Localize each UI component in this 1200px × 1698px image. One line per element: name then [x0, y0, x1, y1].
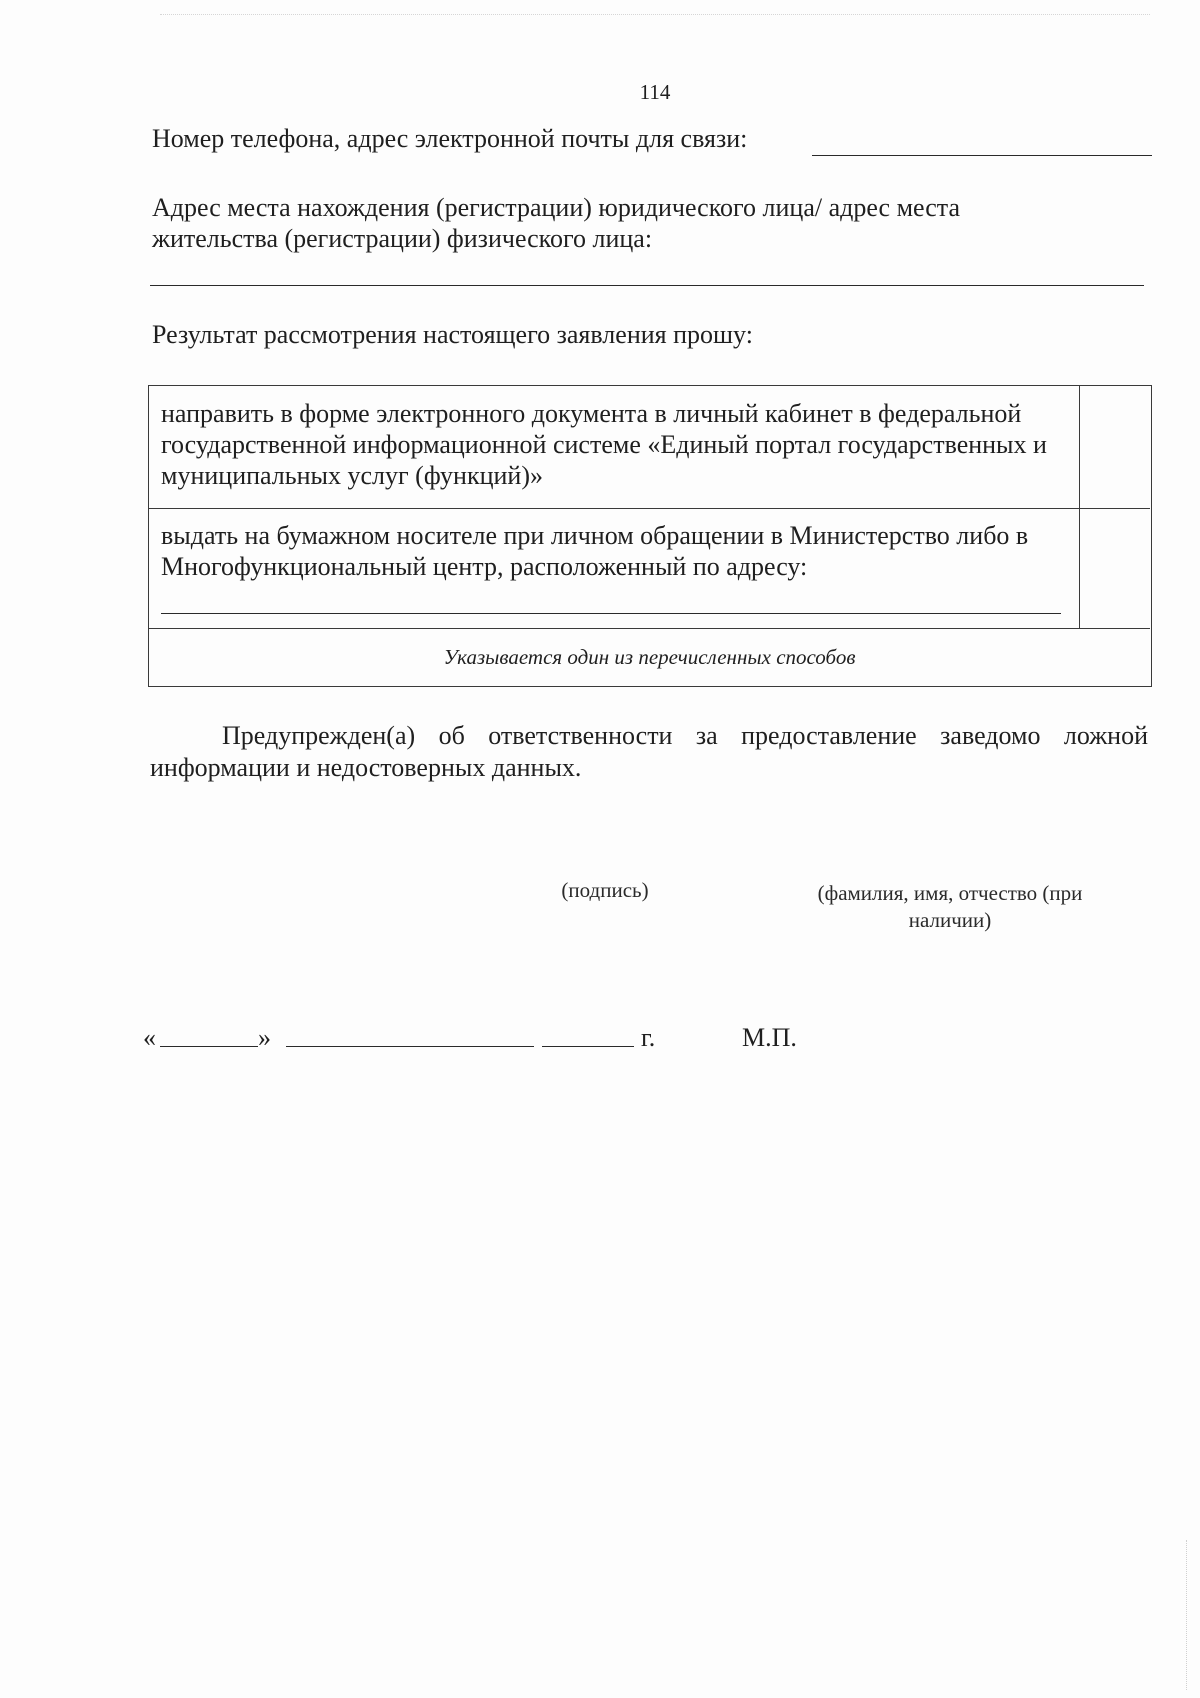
contact-label: Номер телефона, адрес электронной почты для связи: — [152, 124, 748, 153]
scan-artifact-top — [160, 14, 1150, 15]
address-field-line[interactable] — [150, 285, 1144, 286]
option-electronic-checkbox[interactable] — [1079, 386, 1150, 508]
date-open-quote: « — [143, 1023, 156, 1052]
date-close-quote: » — [258, 1023, 271, 1052]
liability-warning: Предупрежден(а) об ответственности за предоставление заведомо ложной информации и недостоверных данных. — [150, 721, 1148, 782]
option-row-paper — [149, 508, 1150, 629]
result-label: Результат рассмотрения настоящего заявления прошу: — [152, 320, 753, 349]
address-label: Адрес места нахождения (регистрации) юридического лица/ адрес места жительства (регистрации) физического лица: — [152, 193, 960, 253]
scan-artifact-right — [1186, 1540, 1187, 1690]
option-row-electronic — [149, 386, 1150, 509]
contact-field-line[interactable] — [812, 155, 1152, 156]
stamp-place: М.П. — [742, 1023, 797, 1052]
option-paper-address-line[interactable] — [161, 613, 1061, 614]
option-paper-checkbox[interactable] — [1079, 508, 1150, 628]
date-day-field[interactable] — [160, 1046, 258, 1047]
date-year-field[interactable] — [542, 1046, 634, 1047]
option-paper-text: выдать на бумажном носителе при личном обращении в Министерство либо в Многофункциональный центр, расположенный по адресу: — [161, 521, 1029, 581]
fullname-caption: (фамилия, имя, отчество (при наличии) — [817, 881, 1083, 932]
date-year-suffix: г. — [641, 1023, 656, 1052]
page-number: 114 — [639, 80, 671, 104]
date-month-field[interactable] — [286, 1046, 534, 1047]
option-electronic-text: направить в форме электронного документа в личный кабинет в федеральной государственной информационной системе «Единый портал государственных и муниципальных услуг (функций)» — [161, 399, 1047, 490]
signature-caption: (подпись) — [561, 878, 649, 902]
result-options-table — [148, 385, 1152, 687]
options-note: Указывается один из перечисленных способов — [443, 645, 856, 669]
